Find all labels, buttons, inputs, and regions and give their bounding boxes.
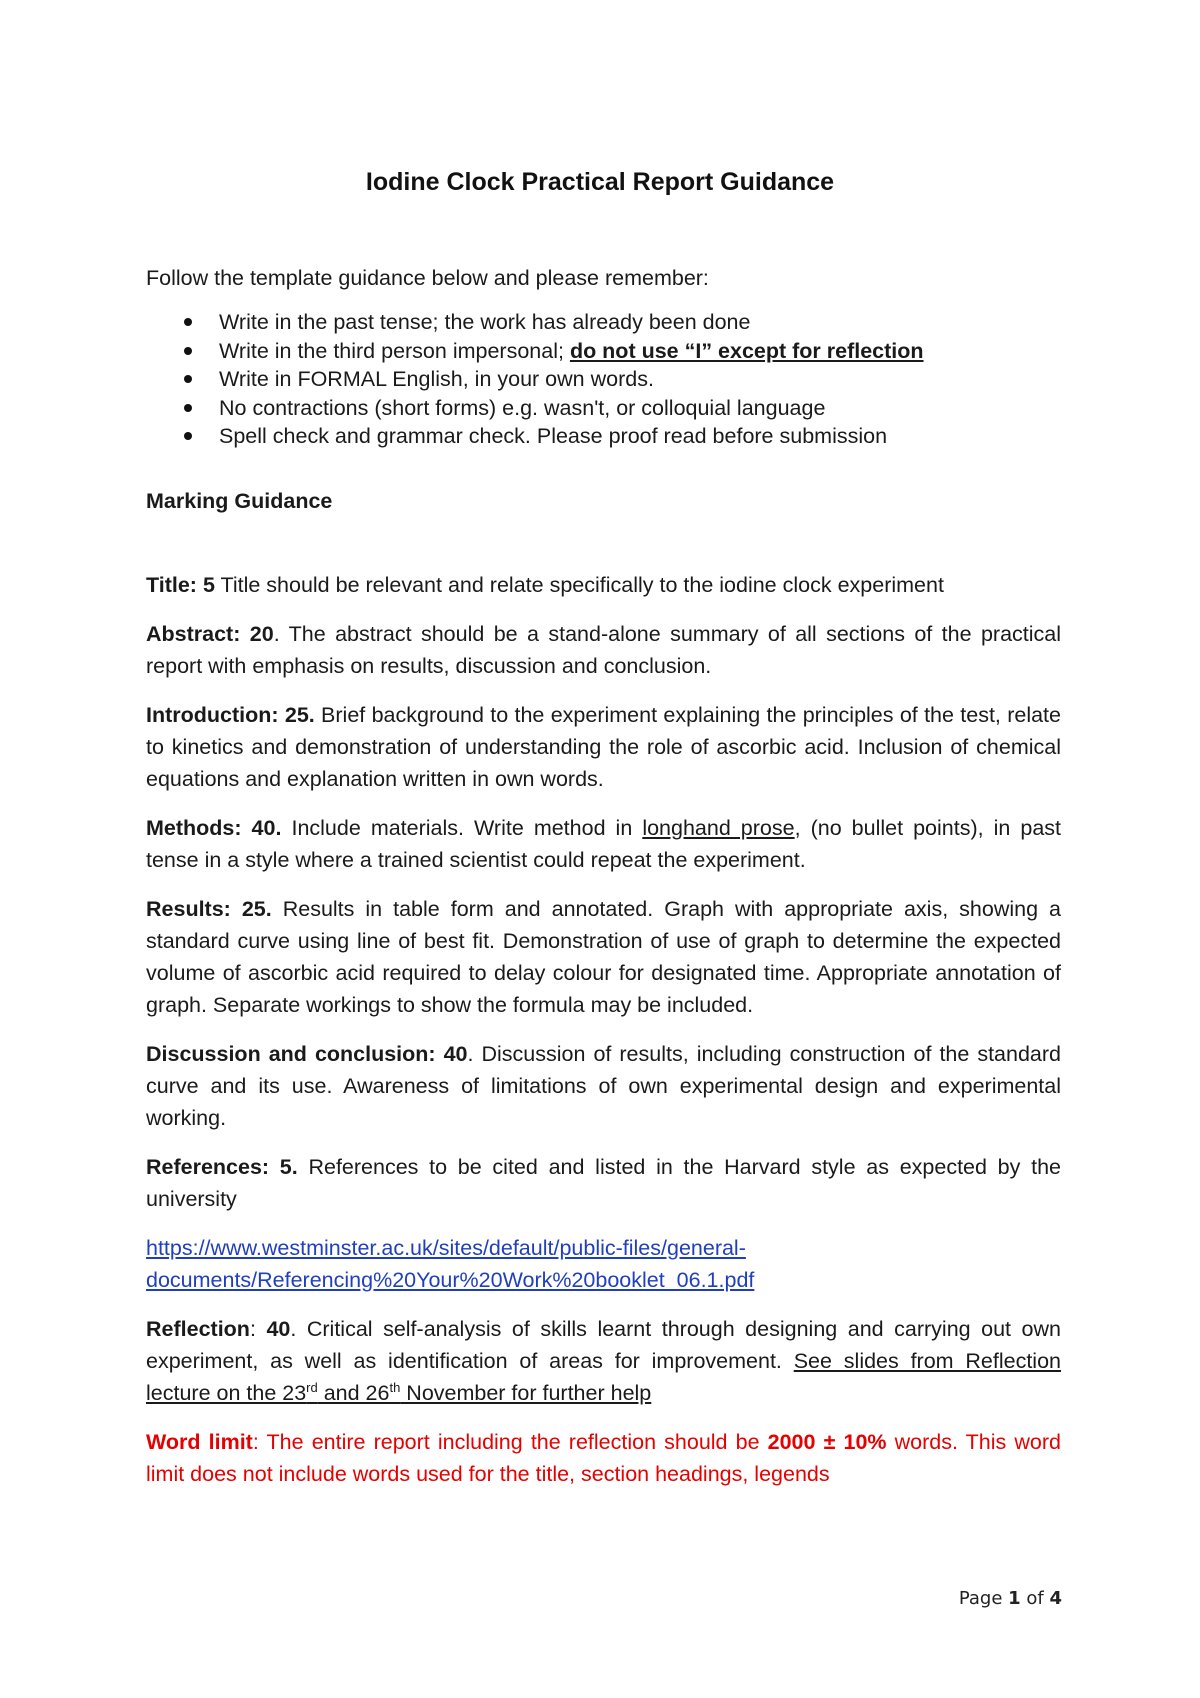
rule-item	[146, 422, 1061, 451]
note-text: and 26	[317, 1380, 390, 1405]
section-text: Title should be relevant and relate specifically to the iodine clock experiment	[214, 572, 944, 597]
section-label: References: 5.	[146, 1154, 298, 1179]
rule-text: Write in the third person impersonal;	[219, 338, 570, 363]
section-label: Methods: 40.	[146, 815, 282, 840]
page-footer	[959, 1588, 1062, 1609]
referencing-link-line2[interactable]: documents/Referencing%20Your%20Work%20booklet_06.1.pdf	[146, 1267, 755, 1292]
section-discussion	[146, 1038, 1061, 1134]
rules-list	[146, 308, 1061, 451]
bullet-icon	[184, 347, 192, 355]
rule-item	[146, 394, 1061, 423]
section-methods	[146, 812, 1061, 876]
section-text: Include materials. Write method in	[281, 815, 643, 840]
footer-page-label: Page	[958, 1588, 1009, 1609]
rule-item	[146, 337, 1061, 366]
bullet-icon	[184, 375, 192, 383]
section-label: Results: 25.	[146, 896, 272, 921]
section-label: Discussion and conclusion: 40	[146, 1041, 468, 1066]
bullet-icon	[184, 318, 192, 326]
section-label: Reflection	[146, 1316, 250, 1341]
section-results	[146, 893, 1061, 1021]
ordinal-suffix: rd	[306, 1379, 318, 1395]
section-text: . Discussion of results, including construction of the standard curve and its use. Awareness of limitations of own experimental design and experimental working.	[146, 1041, 1062, 1130]
note-text: See slides from Reflection lecture on the 23	[146, 1348, 1062, 1405]
rule-item	[146, 365, 1061, 394]
note-text: November for further help	[400, 1380, 652, 1405]
rule-item	[146, 308, 1061, 337]
intro-text: Follow the template guidance below and please remember:	[146, 266, 709, 290]
marking-guidance-heading: Marking Guidance	[146, 488, 333, 513]
rule-text: Write in the past tense; the work has already been done	[219, 310, 751, 334]
section-score: 40	[266, 1316, 291, 1341]
referencing-link[interactable]	[146, 1232, 1061, 1296]
section-label: Introduction: 25.	[146, 702, 315, 727]
rule-text: No contractions (short forms) e.g. wasn't, or colloquial language	[219, 395, 826, 420]
section-label: Title: 5	[146, 572, 215, 597]
bullet-icon	[184, 432, 192, 440]
word-limit-label: Word limit	[146, 1429, 253, 1454]
underlined-text: longhand prose	[642, 815, 795, 840]
section-text: . The abstract should be a stand-alone summary of all sections of the practical report with emphasis on results, discussion and conclusion.	[146, 621, 1062, 678]
section-text: Results in table form and annotated. Graph with appropriate axis, showing a standard curve using line of best fit. Demonstration of use of graph to determine the expected volume of ascorbic acid required to delay colour for designated time. Appropriate annotation of graph. Separate workings to show the formula may be included.	[146, 896, 1062, 1017]
section-label: Abstract: 20	[146, 621, 274, 646]
document-body	[146, 262, 1061, 1507]
ordinal-suffix: th	[389, 1379, 401, 1395]
section-introduction	[146, 699, 1061, 795]
word-limit-text: words. This word limit does not include words used for the title, section headings, legends	[146, 1429, 1061, 1486]
section-text: Brief background to the experiment explaining the principles of the test, relate to kinetics and demonstration of understanding the role of ascorbic acid. Inclusion of chemical equations and explanation written in own words.	[146, 702, 1061, 791]
footer-page-number: 1	[1008, 1588, 1021, 1609]
referencing-link-line1[interactable]: https://www.westminster.ac.uk/sites/default/public-files/general-	[146, 1235, 746, 1260]
section-text: References to be cited and listed in the Harvard style as expected by the university	[146, 1154, 1061, 1211]
rule-text: Spell check and grammar check. Please proof read before submission	[219, 424, 888, 448]
word-limit-note	[146, 1426, 1061, 1490]
section-reflection	[146, 1313, 1061, 1409]
section-colon: :	[249, 1316, 267, 1341]
section-text: . Critical self-analysis of skills learnt through designing and carrying out own experiment, as well as identification of areas for improvement.	[146, 1316, 1061, 1373]
footer-page-total: 4	[1049, 1588, 1062, 1609]
section-title	[146, 569, 1061, 601]
section-references	[146, 1151, 1061, 1215]
rule-text: Write in FORMAL English, in your own words.	[219, 367, 654, 391]
document-title: Iodine Clock Practical Report Guidance	[365, 168, 835, 196]
footer-of-label: of	[1020, 1588, 1050, 1609]
section-text: , (no bullet points), in past tense in a style where a trained scientist could repeat the experiment.	[146, 815, 1062, 872]
rule-emphasis: do not use “I” except for reflection	[569, 338, 924, 363]
word-limit-count: 2000 ± 10%	[767, 1429, 887, 1454]
word-limit-text: : The entire report including the reflection should be	[252, 1429, 768, 1454]
section-abstract	[146, 618, 1061, 682]
bullet-icon	[184, 404, 192, 412]
